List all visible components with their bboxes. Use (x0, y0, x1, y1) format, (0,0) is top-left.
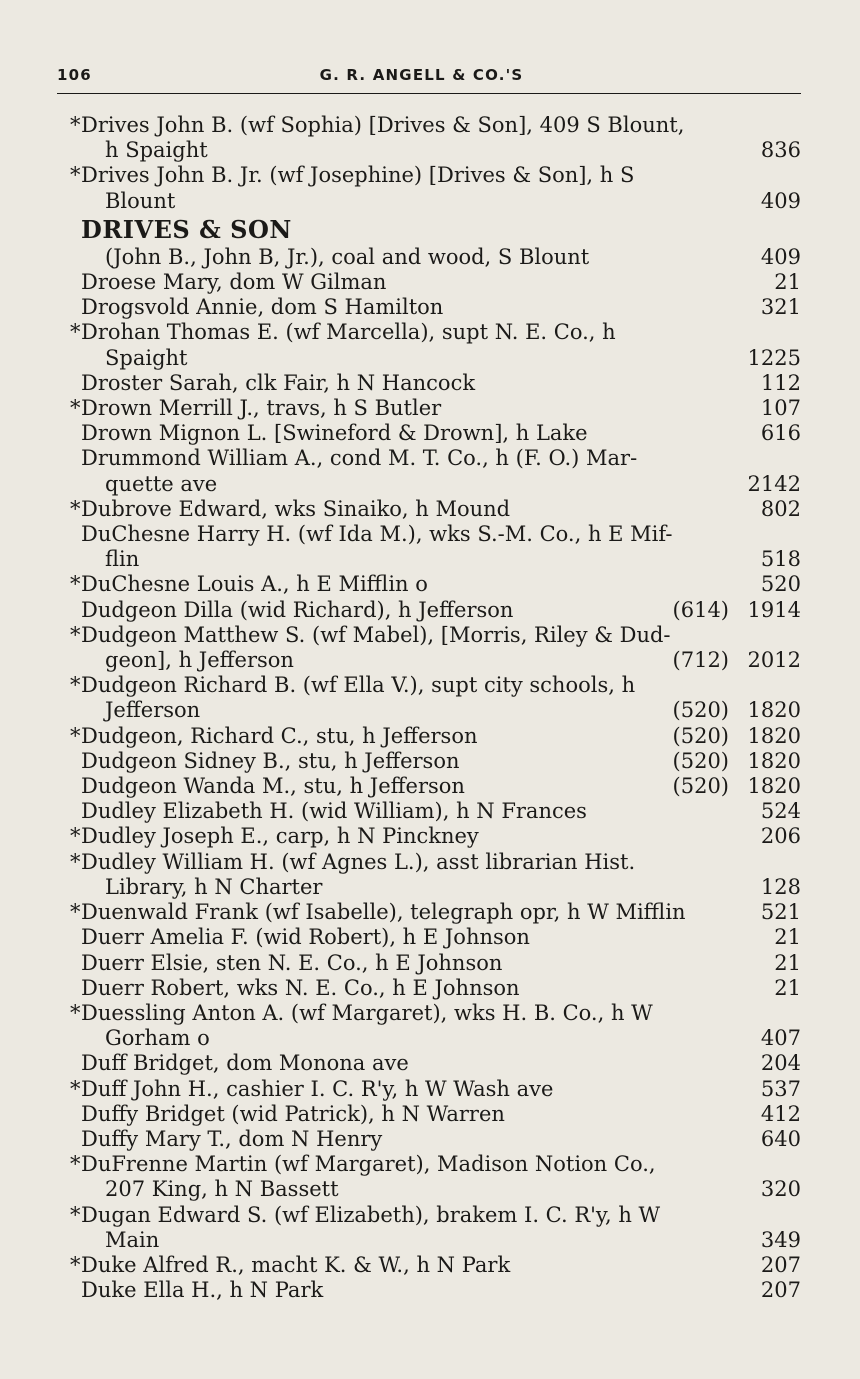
continuation-text: Main (105, 1227, 160, 1252)
entry-continuation (81, 875, 801, 900)
entry-text: DuFrenne Martin (wf Margaret), Madison Notion Co., (81, 1152, 656, 1177)
phone-number: 537 (760, 1076, 801, 1101)
entry-text: DuChesne Louis A., h E Mifflin o (81, 572, 428, 597)
continuation-text: Library, h N Charter (105, 874, 323, 899)
entry-text: Dudgeon Dilla (wid Richard), h Jefferson (81, 597, 514, 622)
voter-star-mark: * (70, 163, 81, 188)
phone-number: 521 (760, 900, 801, 925)
phone-number: 1225 (747, 345, 801, 370)
entry-text: Dudley Joseph E., carp, h N Pinckney (81, 824, 479, 849)
phone-number: 407 (760, 1026, 801, 1051)
directory-entry (70, 320, 801, 370)
entry-text: Duffy Mary T., dom N Henry (81, 1126, 383, 1151)
continuation-text: Spaight (105, 345, 188, 370)
phone-number: 206 (760, 824, 801, 849)
phone-number: 2142 (747, 471, 801, 496)
phone-number: 321 (760, 295, 801, 320)
entry-line (81, 270, 801, 295)
ward-number: (520) (672, 774, 729, 799)
voter-star-mark: * (70, 849, 81, 874)
directory-entry (70, 1076, 801, 1102)
entry-line (70, 320, 801, 345)
directory-entry (81, 421, 801, 446)
voter-star-mark: * (70, 622, 81, 647)
entry-line (70, 396, 801, 421)
entry-line (81, 774, 801, 799)
entry-text: Dudgeon Wanda M., stu, h Jefferson (81, 774, 465, 799)
continuation-text: Jefferson (105, 698, 201, 723)
directory-entry (81, 976, 801, 1001)
voter-star-mark: * (70, 824, 81, 849)
entry-continuation (81, 1026, 801, 1051)
entry-text: Duff John H., cashier I. C. R'y, h W Wash ave (81, 1076, 554, 1101)
entry-text: Duke Alfred R., macht K. & W., h N Park (81, 1252, 511, 1277)
entry-line (81, 976, 801, 1001)
phone-number: 204 (760, 1051, 801, 1076)
voter-star-mark: * (70, 396, 81, 421)
entry-text: DuChesne Harry H. (wf Ida M.), wks S.-M. Co., h E Mif- (81, 522, 673, 547)
entry-line (81, 799, 801, 824)
directory-entry (81, 295, 801, 320)
entry-line (70, 723, 801, 749)
entry-line (70, 1252, 801, 1278)
entry-line (81, 245, 801, 270)
directory-entry (81, 1051, 801, 1076)
entry-line (70, 900, 801, 925)
entry-text: Duke Ella H., h N Park (81, 1278, 324, 1303)
phone-number: 21 (774, 270, 801, 295)
entry-text: Drogsvold Annie, dom S Hamilton (81, 295, 444, 320)
phone-number: 409 (760, 244, 801, 269)
directory-entry (70, 723, 801, 749)
continuation-text: geon], h Jefferson (105, 648, 294, 673)
phone-number: 128 (760, 874, 801, 899)
directory-entry (81, 1278, 801, 1303)
entry-line (81, 925, 801, 950)
entry-continuation (81, 547, 801, 572)
directory-entry (81, 446, 801, 496)
voter-star-mark: * (70, 1076, 81, 1101)
header-rule (57, 93, 801, 94)
entry-line (70, 673, 801, 698)
entry-line (70, 113, 801, 138)
phone-number: 1820 (747, 698, 801, 723)
directory-entry (70, 900, 801, 925)
entry-line (70, 622, 801, 648)
entry-text: Duerr Amelia F. (wid Robert), h E Johnson (81, 925, 530, 950)
entry-line (81, 421, 801, 446)
phone-number: 1820 (747, 774, 801, 799)
entry-text: Drown Mignon L. [Swineford & Drown], h Lake (81, 421, 588, 446)
entry-text: Drown Merrill J., travs, h S Butler (81, 396, 442, 421)
voter-star-mark: * (70, 900, 81, 925)
directory-entry (70, 849, 801, 900)
continuation-text: 207 King, h N Bassett (105, 1177, 339, 1202)
phone-number: 21 (774, 925, 801, 950)
entry-line (81, 951, 801, 976)
entry-text: Dudgeon, Richard C., stu, h Jefferson (81, 723, 478, 748)
entry-text: Dudley William H. (wf Agnes L.), asst librarian Hist. (81, 849, 636, 874)
directory-entry (70, 622, 801, 673)
phone-number: 112 (760, 370, 801, 395)
entry-line (70, 1152, 801, 1177)
entry-continuation (81, 648, 801, 673)
entry-line (70, 1076, 801, 1102)
directory-entry (70, 113, 801, 163)
entry-continuation (81, 1228, 801, 1253)
phone-number: 21 (774, 950, 801, 975)
entry-continuation (81, 346, 801, 371)
voter-star-mark: * (70, 496, 81, 521)
phone-number: 802 (760, 496, 801, 521)
entry-line (81, 749, 801, 774)
entry-text: Duffy Bridget (wid Patrick), h N Warren (81, 1101, 505, 1126)
continuation-text: Gorham o (105, 1026, 210, 1051)
phone-number: 409 (760, 188, 801, 213)
entry-line (81, 1127, 801, 1152)
ward-number: (614) (672, 597, 729, 622)
entry-line (70, 1202, 801, 1228)
running-head (57, 60, 802, 90)
entry-line (81, 1278, 801, 1303)
directory-entry (81, 371, 801, 396)
entry-text: Drohan Thomas E. (wf Marcella), supt N. E. Co., h (81, 320, 616, 345)
entry-text: Droese Mary, dom W Gilman (81, 270, 387, 295)
ward-number: (520) (672, 723, 729, 748)
entry-line (81, 522, 801, 547)
entry-text: Dudley Elizabeth H. (wid William), h N Frances (81, 799, 587, 824)
phone-number: 412 (760, 1101, 801, 1126)
entry-text: Drives John B. (wf Sophia) [Drives & Son], 409 S Blount, (81, 113, 685, 137)
phone-number: 518 (760, 547, 801, 572)
entry-text: Duff Bridget, dom Monona ave (81, 1051, 409, 1076)
phone-number: 616 (760, 421, 801, 446)
directory-entry (81, 270, 801, 295)
entry-line (70, 824, 801, 849)
directory-entry (81, 951, 801, 976)
phone-number: 1820 (747, 723, 801, 748)
directory-entry (70, 1202, 801, 1253)
ward-number: (520) (672, 748, 729, 773)
directory-entry (81, 925, 801, 950)
entry-text: Duerr Robert, wks N. E. Co., h E Johnson (81, 975, 520, 1000)
continuation-text: flin (105, 547, 140, 572)
phone-number: 349 (760, 1227, 801, 1252)
entry-text: Duerr Elsie, sten N. E. Co., h E Johnson (81, 950, 503, 975)
firm-heading (81, 215, 801, 245)
entry-text: Droster Sarah, clk Fair, h N Hancock (81, 370, 476, 395)
phone-number: 320 (760, 1177, 801, 1202)
entry-text: Duenwald Frank (wf Isabelle), telegraph opr, h W Mifflin (81, 900, 686, 925)
entries-list (70, 113, 801, 1303)
directory-entry (81, 1127, 801, 1152)
voter-star-mark: * (70, 320, 81, 345)
firm-heading-text: DRIVES & SON (81, 214, 292, 244)
continuation-text: quette ave (105, 471, 218, 496)
entry-text: Drummond William A., cond M. T. Co., h (F. O.) Mar- (81, 446, 638, 471)
entry-text: Dugan Edward S. (wf Elizabeth), brakem I. C. R'y, h W (81, 1202, 661, 1227)
phone-number: 520 (760, 572, 801, 597)
phone-number: 640 (760, 1126, 801, 1151)
entry-line (81, 295, 801, 320)
entry-text: Dudgeon Sidney B., stu, h Jefferson (81, 748, 460, 773)
phone-number: 207 (760, 1278, 801, 1303)
directory-entry (70, 1152, 801, 1202)
running-title: G. R. ANGELL & CO.'S (319, 66, 524, 84)
voter-star-mark: * (70, 1202, 81, 1227)
entry-continuation (81, 698, 801, 723)
phone-number: 1914 (747, 597, 801, 622)
voter-star-mark: * (70, 113, 81, 137)
directory-entry (70, 824, 801, 849)
voter-star-mark: * (70, 673, 81, 698)
entry-line (81, 598, 801, 623)
entry-line (81, 446, 801, 471)
directory-entry (81, 749, 801, 774)
directory-entry (81, 522, 801, 572)
entry-continuation (81, 1177, 801, 1202)
entry-text: Dubrove Edward, wks Sinaiko, h Mound (81, 496, 511, 521)
directory-entry (70, 496, 801, 522)
directory-entry (81, 799, 801, 824)
phone-number: 1820 (747, 748, 801, 773)
directory-entry (70, 572, 801, 597)
phone-number: 207 (760, 1252, 801, 1277)
entry-continuation (81, 138, 801, 163)
voter-star-mark: * (70, 572, 81, 597)
voter-star-mark: * (70, 723, 81, 748)
entry-continuation (81, 189, 801, 214)
entry-text: Dudgeon Matthew S. (wf Mabel), [Morris, Riley & Dud- (81, 622, 671, 647)
voter-star-mark: * (70, 1252, 81, 1277)
directory-entry (70, 396, 801, 421)
voter-star-mark: * (70, 1000, 81, 1025)
phone-number: 21 (774, 975, 801, 1000)
entry-line (81, 371, 801, 396)
entry-line (70, 1000, 801, 1026)
entry-line (70, 572, 801, 597)
directory-entry (81, 245, 801, 270)
ward-number: (520) (672, 698, 729, 723)
directory-entry (70, 673, 801, 723)
ward-number: (712) (672, 648, 729, 673)
phone-number: 2012 (747, 648, 801, 673)
entry-line (70, 496, 801, 522)
entry-text: (John B., John B, Jr.), coal and wood, S Blount (105, 244, 590, 269)
phone-number: 836 (760, 138, 801, 163)
entry-continuation (81, 472, 801, 497)
continuation-text: Blount (105, 188, 176, 213)
directory-entry (70, 1252, 801, 1278)
phone-number: 524 (760, 799, 801, 824)
entry-text: Dudgeon Richard B. (wf Ella V.), supt city schools, h (81, 673, 636, 698)
directory-entry (81, 1102, 801, 1127)
directory-entry (81, 598, 801, 623)
entry-line (70, 163, 801, 188)
entry-text: Duessling Anton A. (wf Margaret), wks H. B. Co., h W (81, 1000, 653, 1025)
entry-text: Drives John B. Jr. (wf Josephine) [Drives & Son], h S (81, 163, 635, 188)
voter-star-mark: * (70, 1152, 81, 1177)
directory-entry (81, 774, 801, 799)
directory-entry (70, 1000, 801, 1051)
continuation-text: h Spaight (105, 138, 208, 163)
entry-line (81, 1051, 801, 1076)
entry-line (81, 1102, 801, 1127)
entry-line (70, 849, 801, 875)
phone-number: 107 (760, 396, 801, 421)
directory-entry (70, 163, 801, 213)
page-number: 106 (57, 66, 92, 84)
